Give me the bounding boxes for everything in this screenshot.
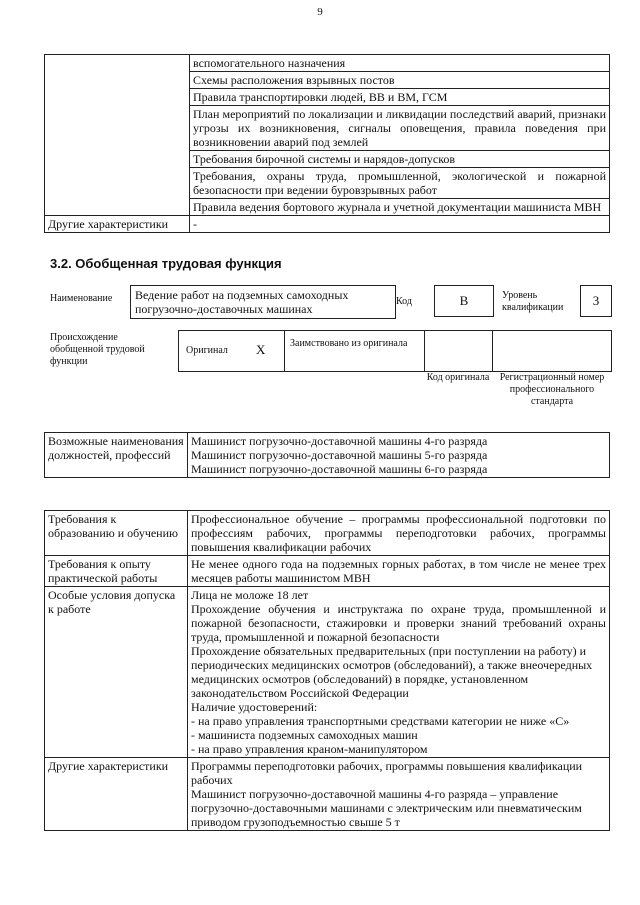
- knowledge-item: вспомогательного назначения: [190, 55, 610, 72]
- requirement-line: Машинист погрузочно-доставочной машины 4-го разряда – управление погрузочно-доставочными машинами с электрическим или пневматическим приводом грузоподъемностью свыше 5 т: [191, 787, 582, 829]
- origin-divider: [424, 330, 425, 372]
- table-row: [45, 758, 610, 831]
- requirements-table: [44, 510, 610, 831]
- requirement-line: Прохождение обучения и инструктажа по охране труда, промышленной и пожарной безопасности, стажировки и проверки знаний требований охраны труда, промышленной и пожарной безопасности: [191, 602, 606, 644]
- requirement-value: [188, 758, 610, 831]
- requirement-value: [188, 511, 610, 556]
- requirement-line: Прохождение обязательных предварительных (при поступлении на работу) и периодических медицинских осмотров (обследований), а также внеочередных медицинских осмотров (обследований) в порядке, установленном законодательством Российской Федерации: [191, 644, 593, 700]
- requirement-line: - на право управления краном-манипулятором: [191, 742, 428, 756]
- requirement-label: Требования к образованию и обучению: [45, 511, 188, 556]
- origin-label: Происхождение обобщенной трудовой функции: [50, 332, 145, 367]
- requirement-value: [188, 587, 610, 758]
- requirement-line: - машиниста подземных самоходных машин: [191, 728, 418, 742]
- original-mark: X: [256, 342, 266, 357]
- level-value: 3: [592, 293, 600, 308]
- requirement-line: Наличие удостоверений:: [191, 700, 318, 714]
- code-label: Код: [396, 296, 412, 307]
- requirement-line: Не менее одного года на подземных горных работах, в том числе не менее трех месяцев работы машинистом МВН: [191, 557, 606, 585]
- requirement-line: Профессиональное обучение – программы профессиональной подготовки по профессиям рабочих, программы переподготовки рабочих, программы повышения квалификации рабочих: [191, 512, 606, 554]
- empty-label-cell: [45, 55, 190, 216]
- table-row: [45, 556, 610, 587]
- positions-table: [44, 432, 610, 478]
- knowledge-item: Требования, охраны труда, промышленной, экологической и пожарной безопасности при ведении буровзрывных работ: [190, 168, 610, 199]
- knowledge-item: Правила транспортировки людей, ВВ и ВМ, ГСМ: [190, 89, 610, 106]
- other-characteristics-value: -: [190, 216, 610, 233]
- function-name-box: [130, 285, 396, 319]
- requirement-label: Другие характеристики: [45, 758, 188, 831]
- position-item: Машинист погрузочно-доставочной машины 6-го разряда: [191, 462, 488, 476]
- positions-label: Возможные наименования должностей, профессий: [45, 433, 188, 478]
- requirement-label: Требования к опыту практической работы: [45, 556, 188, 587]
- section-title: 3.2. Обобщенная трудовая функция: [50, 256, 282, 271]
- code-value: В: [459, 293, 469, 308]
- code-value-box: [434, 285, 494, 317]
- origin-box: [178, 330, 612, 372]
- knowledge-table: [44, 54, 610, 233]
- knowledge-item: Схемы расположения взрывных постов: [190, 72, 610, 89]
- table-row: [45, 587, 610, 758]
- origin-divider: [492, 330, 493, 372]
- name-label: Наименование: [50, 293, 113, 304]
- other-characteristics-label: Другие характеристики: [45, 216, 190, 233]
- knowledge-item: План мероприятий по локализации и ликвидации последствий аварий, признаки угрозы их возникновения, сигналы оповещения, правила поведения при возникновении аварий под землей: [190, 106, 610, 151]
- positions-values: [188, 433, 610, 478]
- code-original-caption: Код оригинала: [426, 372, 490, 383]
- function-name-value: Ведение работ на подземных самоходных погрузочно-доставочных машинах: [135, 288, 349, 316]
- level-label: Уровень квалификации: [502, 290, 564, 313]
- requirement-line: Лица не моложе 18 лет: [191, 588, 309, 602]
- requirement-line: - на право управления транспортными средствами категории не ниже «С»: [191, 714, 570, 728]
- table-row: [45, 511, 610, 556]
- requirement-line: Программы переподготовки рабочих, программы повышения квалификации рабочих: [191, 759, 583, 787]
- origin-divider: [284, 330, 285, 372]
- requirement-value: [188, 556, 610, 587]
- page-number: 9: [317, 6, 323, 18]
- level-value-box: [580, 285, 612, 317]
- reg-number-caption: Регистрационный номер профессионального стандарта: [499, 372, 605, 407]
- knowledge-item: Правила ведения бортового журнала и учетной документации машиниста МВН: [190, 199, 610, 216]
- borrowed-label: Заимствовано из оригинала: [290, 338, 408, 349]
- knowledge-item: Требования бирочной системы и нарядов-допусков: [190, 151, 610, 168]
- original-label: Оригинал: [186, 345, 228, 356]
- position-item: Машинист погрузочно-доставочной машины 4-го разряда: [191, 434, 488, 448]
- position-item: Машинист погрузочно-доставочной машины 5-го разряда: [191, 448, 488, 462]
- requirement-label: Особые условия допуска к работе: [45, 587, 188, 758]
